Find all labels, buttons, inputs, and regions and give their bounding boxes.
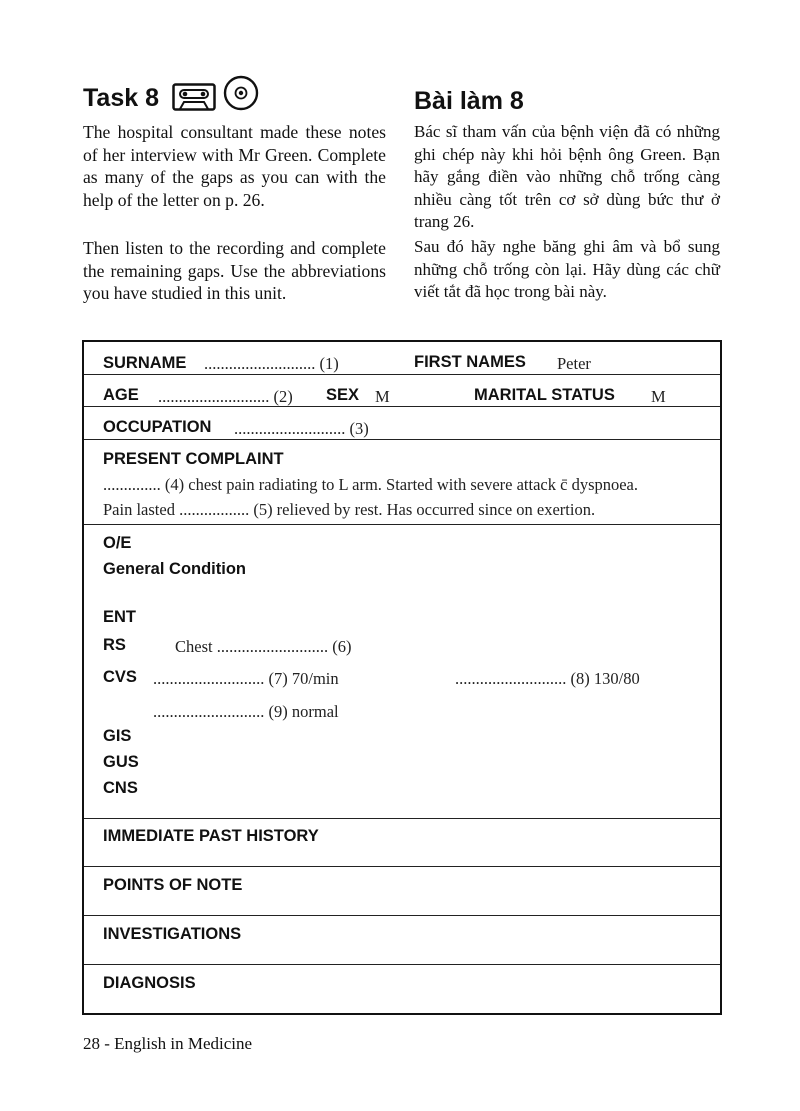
marital-status-value: M	[651, 387, 666, 406]
age-label: AGE	[103, 386, 139, 404]
cassette-tape-icon	[172, 83, 216, 111]
instructions-vi-1: Bác sĩ tham vấn của bệnh viện đã có những ghi chép này khi hỏi bệnh ông Green. Bạn hãy gắng điền vào những chỗ trống càng nhiều càng tốt trên cơ sở dùng bức thư ở trang 26.	[414, 122, 720, 231]
case-notes-form	[82, 340, 722, 1015]
gus-label: GUS	[103, 753, 139, 771]
row-divider	[84, 439, 720, 440]
first-names-label: FIRST NAMES	[414, 353, 526, 371]
diagnosis-label: DIAGNOSIS	[103, 974, 196, 992]
marital-status-label: MARITAL STATUS	[474, 386, 615, 404]
sex-label: SEX	[326, 386, 360, 404]
investigations-label: INVESTIGATIONS	[103, 925, 242, 943]
surname-label: SURNAME	[103, 354, 187, 372]
cvs-value-3[interactable]: ........................... (9) normal	[153, 702, 339, 721]
surname-blank[interactable]: ........................... (1)	[204, 354, 339, 373]
occupation-label: OCCUPATION	[103, 418, 212, 436]
present-complaint-label: PRESENT COMPLAINT	[103, 450, 284, 468]
oe-label: O/E	[103, 534, 132, 552]
sex-value: M	[375, 387, 390, 406]
instructions-en-1: The hospital consultant made these notes of her interview with Mr Green. Complete as many of the gaps as you can with the help of the letter on p. 26.	[83, 122, 386, 210]
row-divider	[84, 866, 720, 867]
rs-value[interactable]: Chest ........................... (6)	[175, 637, 352, 656]
rs-label: RS	[103, 636, 126, 654]
cvs-label: CVS	[103, 668, 137, 686]
complaint-line-2[interactable]: Pain lasted ................. (5) relieved by rest. Has occurred since on exertion.	[103, 500, 596, 519]
cvs-value-1[interactable]: ........................... (7) 70/min	[153, 669, 339, 688]
cns-label: CNS	[103, 779, 138, 797]
first-names-value: Peter	[557, 354, 591, 373]
page-footer: 28 - English in Medicine	[83, 1034, 253, 1053]
row-divider	[84, 374, 720, 375]
instructions-vi-2: Sau đó hãy nghe băng ghi âm và bổ sung những chỗ trống còn lại. Hãy dùng các chữ viết tắt đã học trong bài này.	[414, 237, 720, 301]
compact-disc-icon	[223, 75, 259, 111]
row-divider	[84, 964, 720, 965]
instructions-en-2: Then listen to the recording and complete the remaining gaps. Use the abbreviations you have studied in this unit.	[83, 238, 386, 303]
points-of-note-label: POINTS OF NOTE	[103, 876, 243, 894]
task-title: Task 8	[83, 84, 159, 112]
age-blank[interactable]: ........................... (2)	[158, 387, 293, 406]
general-condition-label: General Condition	[103, 560, 247, 578]
row-divider	[84, 818, 720, 819]
cvs-value-2[interactable]: ........................... (8) 130/80	[455, 669, 640, 688]
viet-title: Bài làm 8	[414, 87, 524, 115]
immediate-past-history-label: IMMEDIATE PAST HISTORY	[103, 827, 319, 845]
complaint-line-1[interactable]: .............. (4) chest pain radiating to L arm. Started with severe attack c̄ dyspnoea.	[103, 475, 639, 494]
gis-label: GIS	[103, 727, 132, 745]
row-divider	[84, 915, 720, 916]
occupation-blank[interactable]: ........................... (3)	[234, 419, 369, 438]
row-divider	[84, 524, 720, 525]
ent-label: ENT	[103, 608, 136, 626]
